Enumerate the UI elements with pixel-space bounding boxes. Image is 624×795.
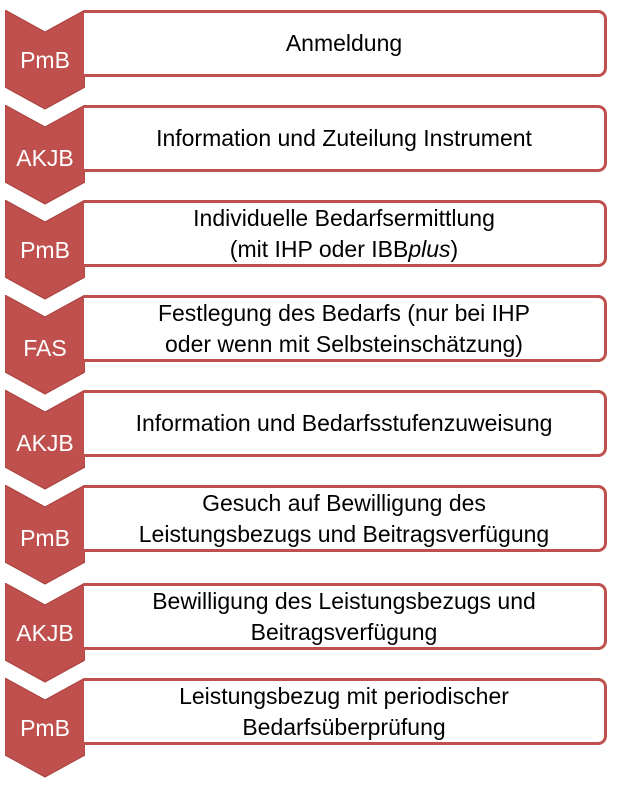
plus-italic-text: plus bbox=[408, 235, 451, 262]
step-description-box bbox=[84, 485, 607, 552]
step-description-box bbox=[84, 105, 607, 172]
step-description-text: Individuelle Bedarfsermittlung bbox=[193, 204, 495, 231]
step-description-box bbox=[84, 390, 607, 457]
step-description-text: Information und Zuteilung Instrument bbox=[156, 125, 532, 151]
step-actor-label: PmB bbox=[20, 525, 70, 551]
step-description-text: Bedarfsüberprüfung bbox=[242, 713, 446, 740]
step-actor-label: AKJB bbox=[16, 145, 74, 171]
step-actor-label: PmB bbox=[20, 237, 70, 263]
step-description-box bbox=[84, 295, 607, 362]
step-actor-label: FAS bbox=[23, 335, 67, 361]
step-actor-label: AKJB bbox=[16, 620, 74, 646]
step-actor-label: PmB bbox=[20, 47, 70, 73]
step-actor-label: AKJB bbox=[16, 430, 74, 456]
step-description-text: Information und Bedarfsstufenzuweisung bbox=[135, 410, 553, 436]
step-description-text: Anmeldung bbox=[285, 30, 403, 56]
step-description-text: oder wenn mit Selbsteinschätzung) bbox=[165, 330, 523, 357]
step-actor-label: PmB bbox=[20, 715, 70, 741]
step-description-box bbox=[84, 200, 607, 267]
step-description-text: Leistungsbezug mit periodischer bbox=[179, 682, 509, 709]
step-description-text: Beitragsverfügung bbox=[250, 618, 438, 645]
step-description-text: Leistungsbezugs und Beitragsverfügung bbox=[138, 520, 550, 547]
step-description-text: Bewilligung des Leistungsbezugs und bbox=[152, 587, 536, 614]
step-description-box bbox=[84, 10, 607, 77]
step-description-box bbox=[84, 678, 607, 745]
step-description-text: Festlegung des Bedarfs (nur bei IHP bbox=[157, 299, 531, 326]
step-description-text: Gesuch auf Bewilligung des bbox=[202, 489, 486, 516]
step-description-box bbox=[84, 583, 607, 650]
step-description-text: (mit IHP oder IBBplus) bbox=[229, 235, 459, 262]
